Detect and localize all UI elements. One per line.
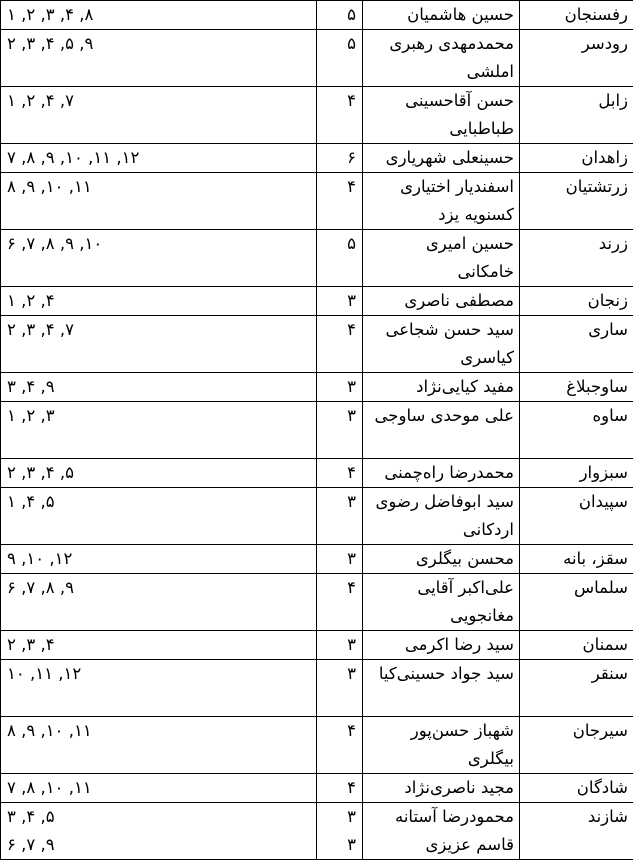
numbers-cell: ۹, ۵, ۴, ۳, ۲ xyxy=(1,30,317,87)
table-row xyxy=(1,373,633,402)
numbers-cell: ۸, ۴, ۳, ۲, ۱ xyxy=(1,1,317,30)
numbers-cell: ۵, ۴, ۳, ۲ xyxy=(1,459,317,488)
table-row xyxy=(1,287,633,316)
name-line: محمودرضا آستانه xyxy=(368,803,514,831)
table-row xyxy=(1,316,633,373)
name-line: قاسم عزیزی xyxy=(368,831,514,859)
count-line: ۳ xyxy=(322,831,356,859)
city-cell: زنجان xyxy=(520,287,633,316)
count-cell: ۴ xyxy=(317,173,363,230)
table-row xyxy=(1,660,633,717)
numbers-cell: ۱۱, ۱۰, ۹, ۸ xyxy=(1,717,317,774)
numbers-cell: ۷, ۴, ۲, ۱ xyxy=(1,87,317,144)
city-cell: ساری xyxy=(520,316,633,373)
name-cell: حسینعلی شهریاری xyxy=(363,144,520,173)
count-cell: ۴ xyxy=(317,574,363,631)
name-cell: محسن بیگلری xyxy=(363,545,520,574)
count-cell: ۵ xyxy=(317,230,363,287)
name-cell: سید حسن شجاعی کیاسری xyxy=(363,316,520,373)
count-cell: ۴ xyxy=(317,459,363,488)
name-cell: سید ابوفاضل رضوی اردکانی xyxy=(363,488,520,545)
city-cell: ساوجبلاغ xyxy=(520,373,633,402)
name-cell: محمدمهدی رهبری املشی xyxy=(363,30,520,87)
name-cell: حسن آقاحسینی طباطبایی xyxy=(363,87,520,144)
city-cell: زاهدان xyxy=(520,144,633,173)
city-cell: سپیدان xyxy=(520,488,633,545)
name-cell: حسین هاشمیان xyxy=(363,1,520,30)
count-line: ۳ xyxy=(322,803,356,831)
name-cell: محمدرضا راه‌چمنی xyxy=(363,459,520,488)
count-cell: ۴ xyxy=(317,717,363,774)
table-row xyxy=(1,574,633,631)
table-row xyxy=(1,30,633,87)
numbers-cell: ۱۲, ۱۱, ۱۰, ۹, ۸, ۷ xyxy=(1,144,317,173)
numbers-cell: ۱۲, ۱۱, ۱۰ xyxy=(1,660,317,717)
name-cell: اسفندیار اختیاری کسنویه یزد xyxy=(363,173,520,230)
numbers-cell: ۱۱, ۱۰, ۹, ۸ xyxy=(1,173,317,230)
table-row xyxy=(1,717,633,774)
name-cell: حسین امیری خامکانی xyxy=(363,230,520,287)
numbers-cell: ۱۲, ۱۰, ۹ xyxy=(1,545,317,574)
table-row xyxy=(1,230,633,287)
table-row xyxy=(1,173,633,230)
numbers-cell: ۵, ۴, ۱ xyxy=(1,488,317,545)
name-cell: مجید ناصری‌نژاد xyxy=(363,774,520,803)
count-cell: ۵ xyxy=(317,1,363,30)
table-body xyxy=(1,1,633,860)
city-cell: سنقر xyxy=(520,660,633,717)
count-cell: ۳ xyxy=(317,631,363,660)
city-cell: رفسنجان xyxy=(520,1,633,30)
table-row-last xyxy=(1,803,633,860)
city-cell: زرتشتیان xyxy=(520,173,633,230)
city-cell: سلماس xyxy=(520,574,633,631)
table-row xyxy=(1,459,633,488)
name-cell: سید جواد حسینی‌کیا xyxy=(363,660,520,717)
city-cell: رودسر xyxy=(520,30,633,87)
table-row xyxy=(1,545,633,574)
table-row xyxy=(1,631,633,660)
numbers-line: ۹, ۷, ۶ xyxy=(7,831,311,859)
table-row xyxy=(1,144,633,173)
name-cell: مفید کیایی‌نژاد xyxy=(363,373,520,402)
city-cell: شازند xyxy=(520,803,633,860)
name-cell: سید رضا اکرمی xyxy=(363,631,520,660)
count-cell: ۳ xyxy=(317,373,363,402)
name-cell xyxy=(363,803,520,860)
table-row xyxy=(1,87,633,144)
city-cell: سقز، بانه xyxy=(520,545,633,574)
count-cell: ۴ xyxy=(317,316,363,373)
numbers-line: ۵, ۴, ۳ xyxy=(7,803,311,831)
name-cell: علی‌اکبر آقایی مغانجویی xyxy=(363,574,520,631)
numbers-cell: ۹, ۸, ۷, ۶ xyxy=(1,574,317,631)
city-cell: ساوه xyxy=(520,402,633,459)
city-cell: زرند xyxy=(520,230,633,287)
numbers-cell: ۷, ۴, ۳, ۲ xyxy=(1,316,317,373)
numbers-cell: ۴, ۳, ۲ xyxy=(1,631,317,660)
table-row xyxy=(1,774,633,803)
city-cell: سمنان xyxy=(520,631,633,660)
numbers-cell: ۱۱, ۱۰, ۸, ۷ xyxy=(1,774,317,803)
city-cell: زابل xyxy=(520,87,633,144)
city-cell: سبزوار xyxy=(520,459,633,488)
city-cell: سیرجان xyxy=(520,717,633,774)
count-cell: ۵ xyxy=(317,30,363,87)
numbers-cell: ۳, ۲, ۱ xyxy=(1,402,317,459)
name-cell: علی موحدی ساوجی xyxy=(363,402,520,459)
count-cell: ۴ xyxy=(317,774,363,803)
numbers-cell: ۹, ۴, ۳ xyxy=(1,373,317,402)
count-cell: ۳ xyxy=(317,660,363,717)
table-row xyxy=(1,1,633,30)
city-cell: شادگان xyxy=(520,774,633,803)
count-cell: ۳ xyxy=(317,488,363,545)
table-row xyxy=(1,402,633,459)
count-cell: ۴ xyxy=(317,87,363,144)
count-cell: ۳ xyxy=(317,287,363,316)
table-row xyxy=(1,488,633,545)
count-cell xyxy=(317,803,363,860)
count-cell: ۶ xyxy=(317,144,363,173)
name-cell: مصطفی ناصری xyxy=(363,287,520,316)
numbers-cell: ۱۰, ۹, ۸, ۷, ۶ xyxy=(1,230,317,287)
count-cell: ۳ xyxy=(317,545,363,574)
count-cell: ۳ xyxy=(317,402,363,459)
numbers-cell: ۴, ۲, ۱ xyxy=(1,287,317,316)
numbers-cell xyxy=(1,803,317,860)
name-cell: شهباز حسن‌پور بیگلری xyxy=(363,717,520,774)
